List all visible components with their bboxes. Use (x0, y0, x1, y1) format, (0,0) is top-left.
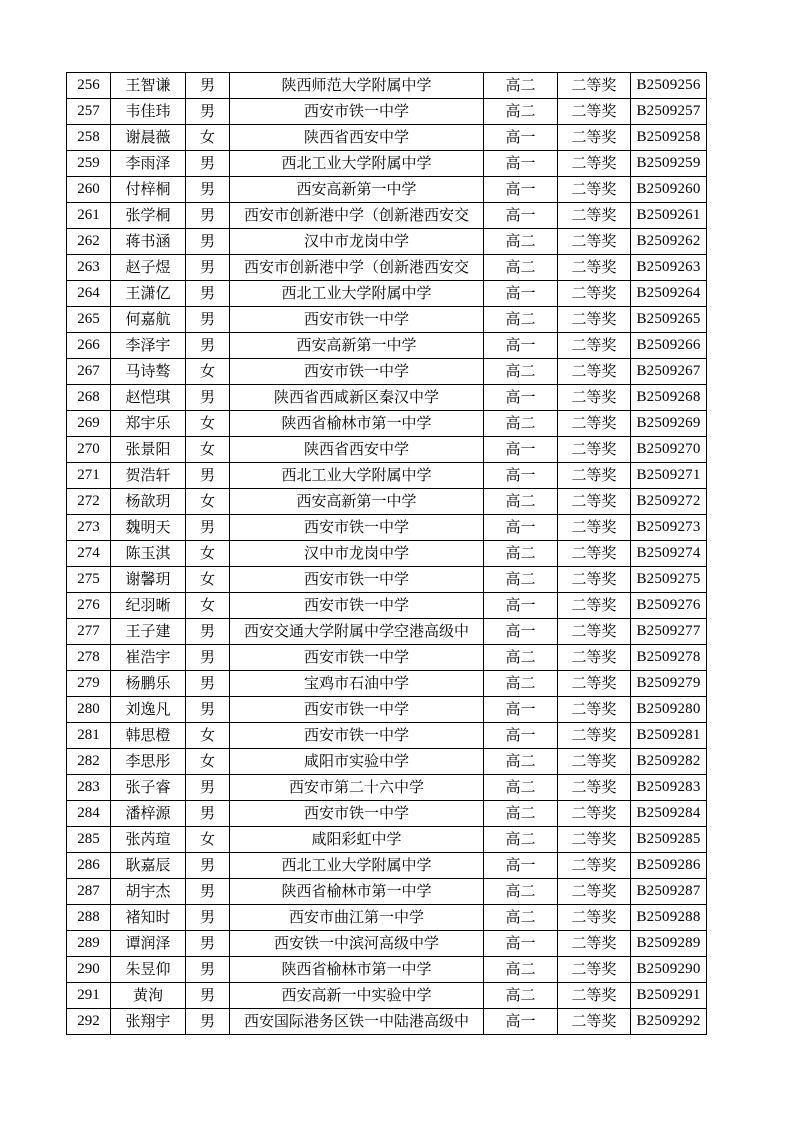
school-cell: 陕西省榆林市第一中学 (230, 411, 484, 437)
table-row (67, 99, 707, 125)
award-cell: 二等奖 (558, 307, 631, 333)
gender-cell: 男 (186, 931, 230, 957)
certificate-number-cell: B2509290 (631, 957, 707, 983)
student-name-cell: 韦佳玮 (111, 99, 186, 125)
award-cell: 二等奖 (558, 593, 631, 619)
student-name-cell: 王潇亿 (111, 281, 186, 307)
school-cell: 陕西省榆林市第一中学 (230, 957, 484, 983)
student-name-cell: 耿嘉辰 (111, 853, 186, 879)
row-number-cell: 257 (67, 99, 111, 125)
certificate-number-cell: B2509281 (631, 723, 707, 749)
row-number-cell: 274 (67, 541, 111, 567)
school-cell: 西安交通大学附属中学空港高级中 (230, 619, 484, 645)
table-row (67, 957, 707, 983)
row-number-cell: 291 (67, 983, 111, 1009)
certificate-number-cell: B2509256 (631, 73, 707, 99)
school-cell: 西安市铁一中学 (230, 697, 484, 723)
student-name-cell: 王智谦 (111, 73, 186, 99)
grade-cell: 高一 (484, 385, 558, 411)
award-cell: 二等奖 (558, 567, 631, 593)
student-name-cell: 杨歆玥 (111, 489, 186, 515)
award-cell: 二等奖 (558, 671, 631, 697)
grade-cell: 高一 (484, 931, 558, 957)
student-name-cell: 赵子煜 (111, 255, 186, 281)
grade-cell: 高二 (484, 749, 558, 775)
award-cell: 二等奖 (558, 697, 631, 723)
student-name-cell: 贺浩轩 (111, 463, 186, 489)
student-name-cell: 魏明天 (111, 515, 186, 541)
table-row (67, 541, 707, 567)
grade-cell: 高一 (484, 515, 558, 541)
school-cell: 西安铁一中滨河高级中学 (230, 931, 484, 957)
gender-cell: 男 (186, 983, 230, 1009)
table-row (67, 229, 707, 255)
student-name-cell: 刘逸凡 (111, 697, 186, 723)
row-number-cell: 269 (67, 411, 111, 437)
grade-cell: 高二 (484, 775, 558, 801)
certificate-number-cell: B2509270 (631, 437, 707, 463)
table-row (67, 853, 707, 879)
gender-cell: 女 (186, 489, 230, 515)
certificate-number-cell: B2509262 (631, 229, 707, 255)
school-cell: 陕西师范大学附属中学 (230, 73, 484, 99)
grade-cell: 高二 (484, 99, 558, 125)
table-row (67, 307, 707, 333)
gender-cell: 男 (186, 515, 230, 541)
school-cell: 汉中市龙岗中学 (230, 229, 484, 255)
gender-cell: 男 (186, 99, 230, 125)
school-cell: 西安市铁一中学 (230, 99, 484, 125)
table-row (67, 385, 707, 411)
grade-cell: 高二 (484, 567, 558, 593)
gender-cell: 女 (186, 749, 230, 775)
gender-cell: 男 (186, 73, 230, 99)
table-row (67, 775, 707, 801)
grade-cell: 高二 (484, 229, 558, 255)
grade-cell: 高一 (484, 203, 558, 229)
row-number-cell: 260 (67, 177, 111, 203)
award-cell: 二等奖 (558, 983, 631, 1009)
row-number-cell: 264 (67, 281, 111, 307)
school-cell: 汉中市龙岗中学 (230, 541, 484, 567)
certificate-number-cell: B2509288 (631, 905, 707, 931)
award-cell: 二等奖 (558, 229, 631, 255)
row-number-cell: 284 (67, 801, 111, 827)
gender-cell: 男 (186, 333, 230, 359)
row-number-cell: 288 (67, 905, 111, 931)
certificate-number-cell: B2509271 (631, 463, 707, 489)
student-name-cell: 胡宇杰 (111, 879, 186, 905)
award-cell: 二等奖 (558, 385, 631, 411)
grade-cell: 高一 (484, 1009, 558, 1035)
grade-cell: 高二 (484, 957, 558, 983)
row-number-cell: 287 (67, 879, 111, 905)
gender-cell: 男 (186, 1009, 230, 1035)
grade-cell: 高二 (484, 73, 558, 99)
student-name-cell: 纪羽晰 (111, 593, 186, 619)
table-row (67, 697, 707, 723)
gender-cell: 男 (186, 905, 230, 931)
row-number-cell: 259 (67, 151, 111, 177)
student-name-cell: 崔浩宇 (111, 645, 186, 671)
table-row (67, 333, 707, 359)
gender-cell: 男 (186, 645, 230, 671)
award-cell: 二等奖 (558, 853, 631, 879)
gender-cell: 女 (186, 359, 230, 385)
table-row (67, 281, 707, 307)
grade-cell: 高二 (484, 489, 558, 515)
certificate-number-cell: B2509282 (631, 749, 707, 775)
school-cell: 西安高新第一中学 (230, 489, 484, 515)
certificate-number-cell: B2509287 (631, 879, 707, 905)
gender-cell: 男 (186, 385, 230, 411)
gender-cell: 男 (186, 775, 230, 801)
row-number-cell: 256 (67, 73, 111, 99)
row-number-cell: 270 (67, 437, 111, 463)
student-name-cell: 谭润泽 (111, 931, 186, 957)
row-number-cell: 272 (67, 489, 111, 515)
school-cell: 西安市铁一中学 (230, 359, 484, 385)
award-cell: 二等奖 (558, 957, 631, 983)
award-cell: 二等奖 (558, 749, 631, 775)
grade-cell: 高二 (484, 879, 558, 905)
gender-cell: 男 (186, 879, 230, 905)
certificate-number-cell: B2509291 (631, 983, 707, 1009)
table-row (67, 437, 707, 463)
student-name-cell: 褚知时 (111, 905, 186, 931)
grade-cell: 高二 (484, 827, 558, 853)
student-name-cell: 朱昱仰 (111, 957, 186, 983)
row-number-cell: 285 (67, 827, 111, 853)
award-cell: 二等奖 (558, 723, 631, 749)
grade-cell: 高一 (484, 125, 558, 151)
student-name-cell: 张翔宇 (111, 1009, 186, 1035)
school-cell: 西安市第二十六中学 (230, 775, 484, 801)
certificate-number-cell: B2509283 (631, 775, 707, 801)
certificate-number-cell: B2509269 (631, 411, 707, 437)
certificate-number-cell: B2509272 (631, 489, 707, 515)
grade-cell: 高一 (484, 437, 558, 463)
row-number-cell: 266 (67, 333, 111, 359)
school-cell: 西安市铁一中学 (230, 801, 484, 827)
school-cell: 西安高新一中实验中学 (230, 983, 484, 1009)
award-cell: 二等奖 (558, 515, 631, 541)
grade-cell: 高二 (484, 307, 558, 333)
student-name-cell: 马诗骜 (111, 359, 186, 385)
student-name-cell: 赵恺琪 (111, 385, 186, 411)
table-row (67, 723, 707, 749)
grade-cell: 高二 (484, 801, 558, 827)
grade-cell: 高二 (484, 359, 558, 385)
gender-cell: 男 (186, 229, 230, 255)
certificate-number-cell: B2509276 (631, 593, 707, 619)
table-row (67, 515, 707, 541)
school-cell: 咸阳彩虹中学 (230, 827, 484, 853)
row-number-cell: 273 (67, 515, 111, 541)
grade-cell: 高一 (484, 697, 558, 723)
certificate-number-cell: B2509274 (631, 541, 707, 567)
table-row (67, 1009, 707, 1035)
certificate-number-cell: B2509278 (631, 645, 707, 671)
row-number-cell: 262 (67, 229, 111, 255)
table-row (67, 593, 707, 619)
gender-cell: 男 (186, 177, 230, 203)
school-cell: 西安高新第一中学 (230, 333, 484, 359)
school-cell: 西安市铁一中学 (230, 645, 484, 671)
row-number-cell: 278 (67, 645, 111, 671)
school-cell: 西安国际港务区铁一中陆港高级中 (230, 1009, 484, 1035)
school-cell: 西安市铁一中学 (230, 723, 484, 749)
row-number-cell: 277 (67, 619, 111, 645)
row-number-cell: 292 (67, 1009, 111, 1035)
table-row (67, 619, 707, 645)
table-row (67, 177, 707, 203)
award-cell: 二等奖 (558, 437, 631, 463)
gender-cell: 男 (186, 463, 230, 489)
row-number-cell: 280 (67, 697, 111, 723)
table-row (67, 749, 707, 775)
table-row (67, 463, 707, 489)
school-cell: 陕西省榆林市第一中学 (230, 879, 484, 905)
row-number-cell: 282 (67, 749, 111, 775)
grade-cell: 高二 (484, 411, 558, 437)
school-cell: 西安高新第一中学 (230, 177, 484, 203)
school-cell: 西安市创新港中学（创新港西安交 (230, 203, 484, 229)
grade-cell: 高二 (484, 671, 558, 697)
school-cell: 西安市铁一中学 (230, 593, 484, 619)
gender-cell: 女 (186, 125, 230, 151)
student-name-cell: 王子建 (111, 619, 186, 645)
award-cell: 二等奖 (558, 879, 631, 905)
certificate-number-cell: B2509263 (631, 255, 707, 281)
row-number-cell: 258 (67, 125, 111, 151)
award-cell: 二等奖 (558, 775, 631, 801)
gender-cell: 女 (186, 723, 230, 749)
certificate-number-cell: B2509277 (631, 619, 707, 645)
table-row (67, 359, 707, 385)
grade-cell: 高二 (484, 983, 558, 1009)
table-row (67, 411, 707, 437)
row-number-cell: 261 (67, 203, 111, 229)
student-name-cell: 付梓桐 (111, 177, 186, 203)
certificate-number-cell: B2509275 (631, 567, 707, 593)
award-cell: 二等奖 (558, 73, 631, 99)
certificate-number-cell: B2509258 (631, 125, 707, 151)
student-name-cell: 蒋书涵 (111, 229, 186, 255)
certificate-number-cell: B2509289 (631, 931, 707, 957)
award-cell: 二等奖 (558, 99, 631, 125)
table-row (67, 489, 707, 515)
certificate-number-cell: B2509286 (631, 853, 707, 879)
award-cell: 二等奖 (558, 151, 631, 177)
certificate-number-cell: B2509265 (631, 307, 707, 333)
row-number-cell: 289 (67, 931, 111, 957)
gender-cell: 男 (186, 957, 230, 983)
certificate-number-cell: B2509273 (631, 515, 707, 541)
student-name-cell: 韩思橙 (111, 723, 186, 749)
table-row (67, 151, 707, 177)
table-row (67, 931, 707, 957)
grade-cell: 高二 (484, 905, 558, 931)
certificate-number-cell: B2509264 (631, 281, 707, 307)
certificate-number-cell: B2509266 (631, 333, 707, 359)
gender-cell: 男 (186, 203, 230, 229)
grade-cell: 高一 (484, 619, 558, 645)
award-cell: 二等奖 (558, 359, 631, 385)
grade-cell: 高一 (484, 177, 558, 203)
school-cell: 西安市曲江第一中学 (230, 905, 484, 931)
gender-cell: 女 (186, 593, 230, 619)
school-cell: 陕西省西安中学 (230, 437, 484, 463)
gender-cell: 男 (186, 801, 230, 827)
certificate-number-cell: B2509261 (631, 203, 707, 229)
table-row (67, 567, 707, 593)
school-cell: 西北工业大学附属中学 (230, 463, 484, 489)
table-row (67, 255, 707, 281)
award-cell: 二等奖 (558, 125, 631, 151)
table-row (67, 983, 707, 1009)
award-cell: 二等奖 (558, 463, 631, 489)
gender-cell: 女 (186, 541, 230, 567)
student-name-cell: 何嘉航 (111, 307, 186, 333)
gender-cell: 男 (186, 151, 230, 177)
gender-cell: 男 (186, 619, 230, 645)
school-cell: 咸阳市实验中学 (230, 749, 484, 775)
student-name-cell: 李思彤 (111, 749, 186, 775)
student-name-cell: 谢馨玥 (111, 567, 186, 593)
certificate-number-cell: B2509280 (631, 697, 707, 723)
student-name-cell: 郑宇乐 (111, 411, 186, 437)
grade-cell: 高一 (484, 281, 558, 307)
table-row (67, 879, 707, 905)
grade-cell: 高一 (484, 593, 558, 619)
school-cell: 西北工业大学附属中学 (230, 281, 484, 307)
school-cell: 西北工业大学附属中学 (230, 151, 484, 177)
award-cell: 二等奖 (558, 203, 631, 229)
gender-cell: 男 (186, 307, 230, 333)
row-number-cell: 286 (67, 853, 111, 879)
table-row (67, 905, 707, 931)
table-row (67, 801, 707, 827)
table-row (67, 827, 707, 853)
award-cell: 二等奖 (558, 619, 631, 645)
table-row (67, 73, 707, 99)
certificate-number-cell: B2509284 (631, 801, 707, 827)
award-cell: 二等奖 (558, 411, 631, 437)
school-cell: 西安市铁一中学 (230, 567, 484, 593)
certificate-number-cell: B2509292 (631, 1009, 707, 1035)
student-name-cell: 谢晨薇 (111, 125, 186, 151)
school-cell: 西北工业大学附属中学 (230, 853, 484, 879)
gender-cell: 男 (186, 853, 230, 879)
row-number-cell: 263 (67, 255, 111, 281)
row-number-cell: 279 (67, 671, 111, 697)
certificate-number-cell: B2509259 (631, 151, 707, 177)
grade-cell: 高二 (484, 541, 558, 567)
award-cell: 二等奖 (558, 645, 631, 671)
award-cell: 二等奖 (558, 801, 631, 827)
gender-cell: 男 (186, 671, 230, 697)
table-body (67, 73, 707, 1035)
grade-cell: 高一 (484, 853, 558, 879)
award-cell: 二等奖 (558, 489, 631, 515)
grade-cell: 高一 (484, 463, 558, 489)
school-cell: 西安市铁一中学 (230, 307, 484, 333)
row-number-cell: 281 (67, 723, 111, 749)
school-cell: 宝鸡市石油中学 (230, 671, 484, 697)
award-cell: 二等奖 (558, 281, 631, 307)
grade-cell: 高一 (484, 151, 558, 177)
student-name-cell: 张景阳 (111, 437, 186, 463)
grade-cell: 高一 (484, 333, 558, 359)
row-number-cell: 275 (67, 567, 111, 593)
grade-cell: 高二 (484, 255, 558, 281)
school-cell: 陕西省西咸新区秦汉中学 (230, 385, 484, 411)
award-cell: 二等奖 (558, 541, 631, 567)
gender-cell: 男 (186, 255, 230, 281)
school-cell: 西安市铁一中学 (230, 515, 484, 541)
row-number-cell: 290 (67, 957, 111, 983)
student-name-cell: 张芮瑄 (111, 827, 186, 853)
certificate-number-cell: B2509257 (631, 99, 707, 125)
school-cell: 陕西省西安中学 (230, 125, 484, 151)
award-cell: 二等奖 (558, 177, 631, 203)
award-cell: 二等奖 (558, 1009, 631, 1035)
table-row (67, 671, 707, 697)
award-cell: 二等奖 (558, 905, 631, 931)
row-number-cell: 271 (67, 463, 111, 489)
student-name-cell: 陈玉淇 (111, 541, 186, 567)
certificate-number-cell: B2509268 (631, 385, 707, 411)
gender-cell: 男 (186, 281, 230, 307)
gender-cell: 女 (186, 827, 230, 853)
student-name-cell: 杨鹏乐 (111, 671, 186, 697)
student-name-cell: 张子睿 (111, 775, 186, 801)
certificate-number-cell: B2509260 (631, 177, 707, 203)
student-name-cell: 张学桐 (111, 203, 186, 229)
row-number-cell: 265 (67, 307, 111, 333)
student-name-cell: 李泽宇 (111, 333, 186, 359)
student-name-cell: 李雨泽 (111, 151, 186, 177)
award-list-table (66, 72, 707, 1035)
certificate-number-cell: B2509279 (631, 671, 707, 697)
gender-cell: 女 (186, 437, 230, 463)
table-row (67, 645, 707, 671)
gender-cell: 女 (186, 567, 230, 593)
award-cell: 二等奖 (558, 931, 631, 957)
gender-cell: 女 (186, 411, 230, 437)
student-name-cell: 黄洵 (111, 983, 186, 1009)
row-number-cell: 276 (67, 593, 111, 619)
grade-cell: 高二 (484, 645, 558, 671)
row-number-cell: 267 (67, 359, 111, 385)
grade-cell: 高一 (484, 723, 558, 749)
certificate-number-cell: B2509267 (631, 359, 707, 385)
student-name-cell: 潘梓源 (111, 801, 186, 827)
school-cell: 西安市创新港中学（创新港西安交 (230, 255, 484, 281)
award-cell: 二等奖 (558, 333, 631, 359)
certificate-number-cell: B2509285 (631, 827, 707, 853)
table-row (67, 125, 707, 151)
row-number-cell: 283 (67, 775, 111, 801)
award-cell: 二等奖 (558, 255, 631, 281)
award-cell: 二等奖 (558, 827, 631, 853)
table-row (67, 203, 707, 229)
row-number-cell: 268 (67, 385, 111, 411)
gender-cell: 男 (186, 697, 230, 723)
